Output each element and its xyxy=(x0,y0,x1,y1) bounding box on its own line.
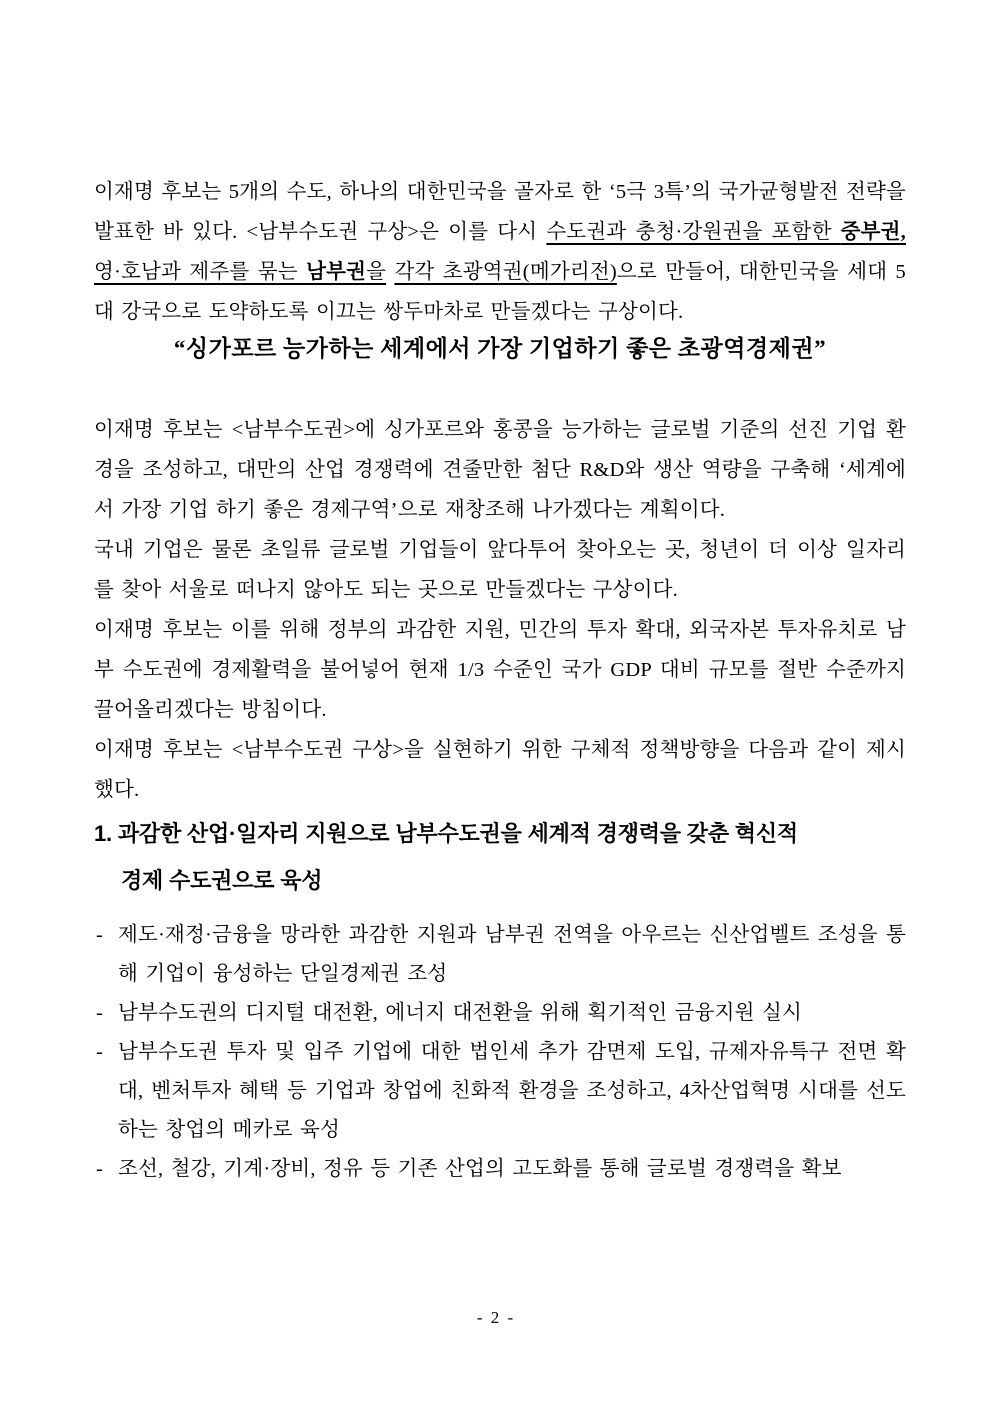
bullet-text: 제도·재정·금융을 망라한 과감한 지원과 남부권 전역을 아우르는 신산업벨트 조성을 통해 기업이 융성하는 단일경제권 조성 xyxy=(118,924,906,985)
page-number: - 2 - xyxy=(476,1308,516,1327)
page-footer xyxy=(0,1308,992,1328)
underlined-particle: 을 xyxy=(366,261,387,283)
intro-text: 이재명 후보는 5개의 수도, 하나의 대한민국을 골자로 한 ‘5극 3특’의 국가균형발전 전략을 발표한 바 있다. <남부수도권 구상>은 이를 다시 xyxy=(94,181,906,243)
paragraph-gdp-target: 이재명 후보는 이를 위해 정부의 과감한 지원, 민간의 투자 확대, 외국자본 투자유치로 남부 수도권에 경제활력을 불어넣어 현재 1/3 수준인 국가 GDP 대비 규모를 절반 수준까지 끌어올리겠다는 방침이다. xyxy=(94,619,906,721)
bullet-dash: - xyxy=(96,1158,104,1180)
bullet-dash: - xyxy=(96,1002,104,1024)
paragraph-domestic-global-companies: 국내 기업은 물론 초일류 글로벌 기업들이 앞다투어 찾아오는 곳, 청년이 더 이상 일자리를 찾아 서울로 떠나지 않아도 되는 곳으로 만들겠다는 구상이다. xyxy=(94,539,906,601)
bullet-text: 남부수도권 투자 및 입주 기업에 대한 법인세 추가 감면제 도입, 규제자유특구 전면 확대, 벤처투자 혜택 등 기업과 창업에 친화적 환경을 조성하고, 4차산업혁명 시대를 선도하는 창업의 메카로 육성 xyxy=(118,1041,906,1141)
list-item xyxy=(94,1033,906,1150)
bullet-list xyxy=(94,916,906,1189)
underlined-phrase-megaregion: 각각 초광역권(메가리전) xyxy=(394,261,617,283)
section-heading-1 xyxy=(94,810,906,904)
intro-text-tail: 으로 만들어, 대한민국을 세대 5대 강국으로 도약하도록 이끄는 쌍두마차로 만들겠다는 구상이다. xyxy=(94,261,906,323)
bullet-dash: - xyxy=(96,924,104,946)
bold-term-jungbugwon: 중부권, xyxy=(840,221,906,243)
document-content xyxy=(94,172,906,1189)
underlined-phrase-southern-region: 영·호남과 제주를 묶는 xyxy=(94,261,307,283)
bullet-text: 남부수도권의 디지털 대전환, 에너지 대전환을 위해 획기적인 금융지원 실시 xyxy=(118,1002,803,1024)
bullet-dash: - xyxy=(96,1041,104,1063)
underlined-phrase-central-region: 수도권과 충청·강원권을 포함한 xyxy=(546,221,841,243)
bullet-text: 조선, 철강, 기계·장비, 정유 등 기존 산업의 고도화를 통해 글로벌 경쟁력을 확보 xyxy=(118,1158,842,1180)
paragraph-intro xyxy=(94,172,906,332)
list-item xyxy=(94,916,906,994)
paragraph-policy-directions-intro: 이재명 후보는 <남부수도권 구상>을 실현하기 위한 구체적 정책방향을 다음과 같이 제시했다. xyxy=(94,739,906,801)
section-heading-line1: 1. 과감한 산업·일자리 지원으로 남부수도권을 세계적 경쟁력을 갖춘 혁신적 xyxy=(94,821,798,846)
section-heading-line2: 경제 수도권으로 육성 xyxy=(121,868,323,893)
list-item xyxy=(94,994,906,1033)
paragraph-business-environment: 이재명 후보는 <남부수도권>에 싱가포르와 홍콩을 능가하는 글로벌 기준의 선진 기업 환경을 조성하고, 대만의 산업 경쟁력에 견줄만한 첨단 R&D와 생산 역량을 구축해 ‘세계에서 가장 기업 하기 좋은 경제구역’으로 재창조해 나가겠다는 계획이다. xyxy=(94,419,906,521)
quote-heading: “싱가포르 능가하는 세계에서 가장 기업하기 좋은 초광역경제권” xyxy=(173,336,827,361)
bold-term-nambugwon: 남부권 xyxy=(306,261,367,283)
list-item xyxy=(94,1150,906,1189)
